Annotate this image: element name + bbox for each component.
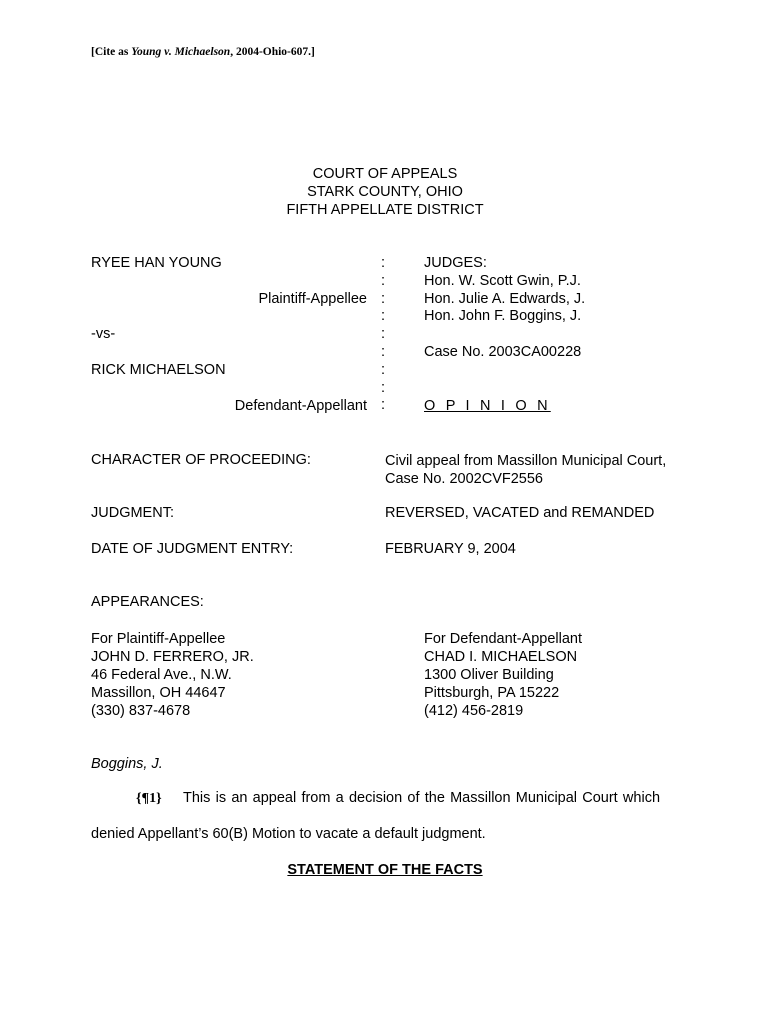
proceeding-value-line: Case No. 2002CVF2556 (385, 471, 543, 487)
defendant-counsel-line: (412) 456-2819 (424, 703, 524, 719)
cite-case-name: Young v. Michaelson (131, 46, 231, 58)
defendant-name: RICK MICHAELSON (91, 362, 226, 378)
judgment-value: REVERSED, VACATED and REMANDED (385, 505, 655, 521)
caption-colon: : (381, 308, 386, 325)
paragraph-1-line-2: denied Appellant’s 60(B) Motion to vacate a default judgment. (91, 826, 486, 842)
paragraph-1-line-1: This is an appeal from a decision of the Massillon Municipal Court which (183, 790, 661, 806)
caption-colon: : (381, 255, 386, 271)
judge-name: Hon. Julie A. Edwards, J. (424, 290, 586, 307)
judge-name: Hon. W. Scott Gwin, P.J. (424, 272, 581, 289)
entry-date-value: FEBRUARY 9, 2004 (385, 541, 516, 557)
proceeding-value (385, 452, 666, 488)
court-district: FIFTH APPELLATE DISTRICT (286, 202, 484, 218)
plaintiff-counsel-line: (330) 837-4678 (91, 703, 191, 719)
plaintiff-counsel-line: Massillon, OH 44647 (91, 685, 226, 701)
section-heading (0, 861, 770, 879)
citation-header (91, 46, 315, 58)
defendant-counsel-line: Pittsburgh, PA 15222 (424, 685, 560, 701)
judges-label: JUDGES: (424, 255, 487, 271)
plaintiff-counsel-line: 46 Federal Ave., N.W. (91, 667, 232, 683)
caption-colon: : (381, 326, 386, 343)
caption-colon: : (381, 272, 386, 289)
versus-label: -vs- (91, 326, 116, 342)
proceeding-label: CHARACTER OF PROCEEDING: (91, 452, 311, 468)
plaintiff-role: Plaintiff-Appellee (258, 291, 367, 307)
case-number: Case No. 2003CA00228 (424, 344, 582, 360)
caption-colon: : (381, 361, 386, 378)
opinion-author: Boggins, J. (91, 756, 163, 772)
appearances-heading: APPEARANCES: (91, 594, 204, 610)
judge-name: Hon. John F. Boggins, J. (424, 308, 582, 325)
proceeding-value-line: Civil appeal from Massillon Municipal Court, (385, 453, 667, 469)
caption-colon: : (381, 343, 386, 360)
plaintiff-counsel-block (91, 630, 254, 720)
defendant-counsel-line: For Defendant-Appellant (424, 631, 582, 647)
caption-colon: : (381, 290, 386, 307)
plaintiff-counsel-line: JOHN D. FERRERO, JR. (91, 649, 254, 665)
court-heading (0, 165, 770, 219)
paragraph-number (136, 790, 162, 807)
judges-block (424, 255, 585, 326)
defendant-counsel-block (424, 630, 582, 720)
plaintiff-name: RYEE HAN YOUNG (91, 255, 222, 271)
caption-colon: : (381, 397, 386, 414)
defendant-role: Defendant-Appellant (234, 398, 367, 414)
court-name: COURT OF APPEALS (312, 166, 458, 182)
defendant-counsel-line: CHAD I. MICHAELSON (424, 649, 578, 665)
cite-prefix: [Cite as (91, 46, 132, 58)
caption-colon: : (381, 379, 386, 396)
opinion-title: O P I N I O N (424, 398, 551, 414)
paragraph-number-text: {¶1} (136, 791, 162, 806)
plaintiff-counsel-line: For Plaintiff-Appellee (91, 631, 226, 647)
defendant-counsel-line: 1300 Oliver Building (424, 667, 554, 683)
judgment-label: JUDGMENT: (91, 505, 174, 521)
court-county: STARK COUNTY, OHIO (307, 184, 463, 200)
cite-suffix: , 2004-Ohio-607.] (230, 46, 315, 58)
section-heading-text: STATEMENT OF THE FACTS (287, 862, 483, 878)
entry-date-label: DATE OF JUDGMENT ENTRY: (91, 541, 294, 557)
caption-divider (381, 255, 385, 415)
